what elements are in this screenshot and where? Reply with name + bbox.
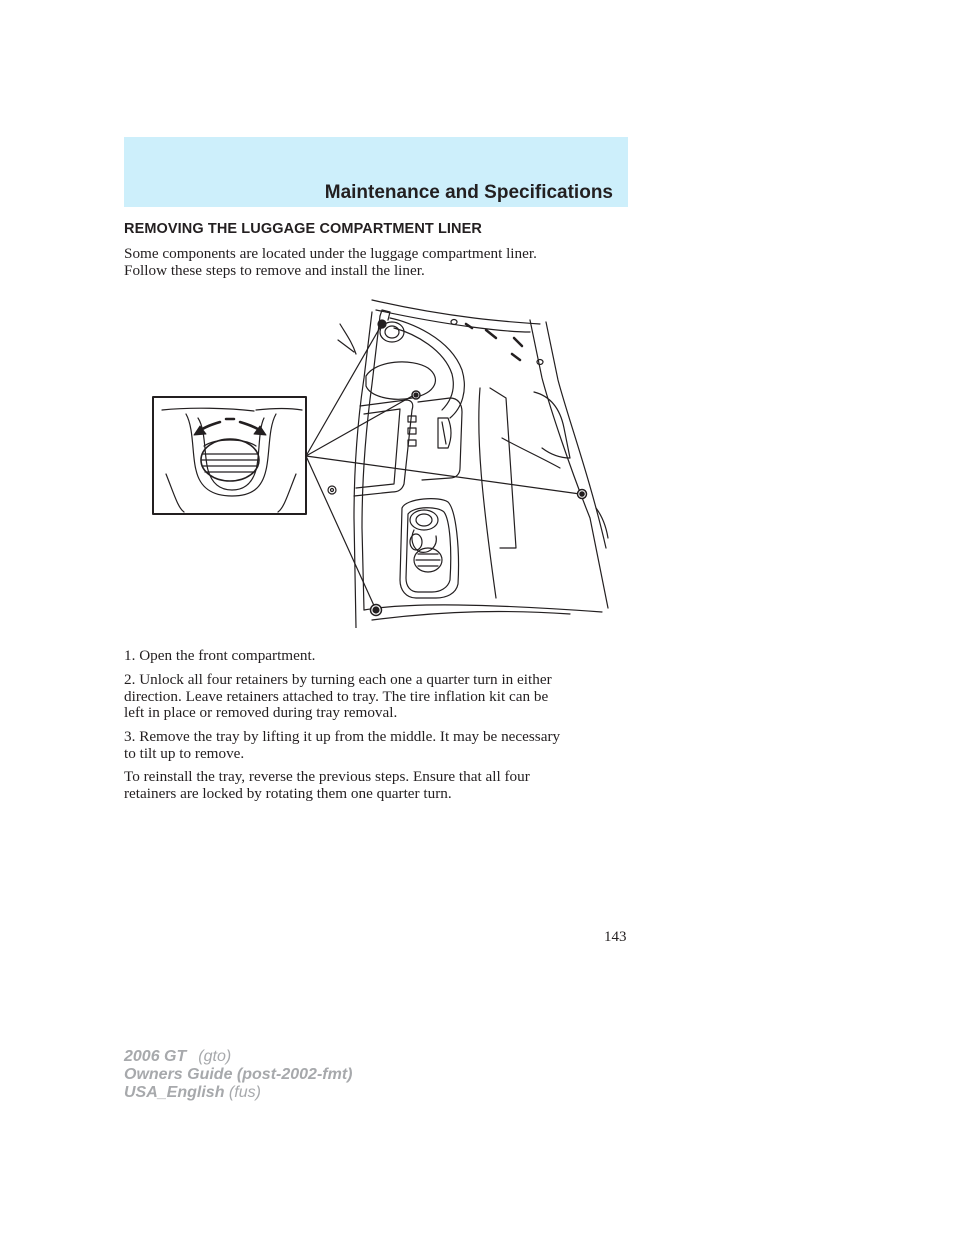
step-3 (124, 729, 634, 762)
step-line: 3. Remove the tray by lifting it up from the middle. It may be necessary (124, 728, 561, 745)
retainer-1 (378, 320, 386, 328)
step-1 (124, 648, 634, 665)
step-line: 1. Open the front compartment. (124, 647, 316, 664)
footer-language-line (124, 1084, 352, 1102)
intro-line: Some components are located under the luggage compartment liner. (124, 245, 537, 262)
footer-model: 2006 GT (124, 1048, 187, 1065)
document-footer (124, 1048, 352, 1102)
intro-paragraph (124, 246, 634, 279)
reinstall-paragraph (124, 769, 634, 802)
step-line: left in place or removed during tray removal. (124, 704, 398, 722)
footer-guide-line (124, 1066, 352, 1084)
luggage-liner-illustration (150, 298, 614, 628)
step-line: 2. Unlock all four retainers by turning each one a quarter turn in either (124, 671, 552, 688)
page-number: 143 (604, 929, 627, 945)
reinstall-line: retainers are locked by rotating them one quarter turn. (124, 784, 452, 802)
intro-line: Follow these steps to remove and install the liner. (124, 261, 425, 279)
footer-language-code: (fus) (228, 1084, 261, 1101)
step-line: to tilt up to remove. (124, 744, 245, 762)
section-header-band (124, 137, 628, 207)
step-line: direction. Leave retainers attached to tray. The tire inflation kit can be (124, 687, 549, 705)
section-heading: REMOVING THE LUGGAGE COMPARTMENT LINER (124, 221, 482, 237)
footer-model-code: (gto) (198, 1048, 232, 1065)
section-title: Maintenance and Specifications (324, 182, 613, 203)
reinstall-line: To reinstall the tray, reverse the previous steps. Ensure that all four (124, 768, 530, 785)
footer-model-line (124, 1048, 352, 1066)
footer-language: USA_English (124, 1084, 225, 1101)
footer-guide: Owners Guide (post-2002-fmt) (124, 1066, 353, 1083)
step-2 (124, 672, 634, 722)
